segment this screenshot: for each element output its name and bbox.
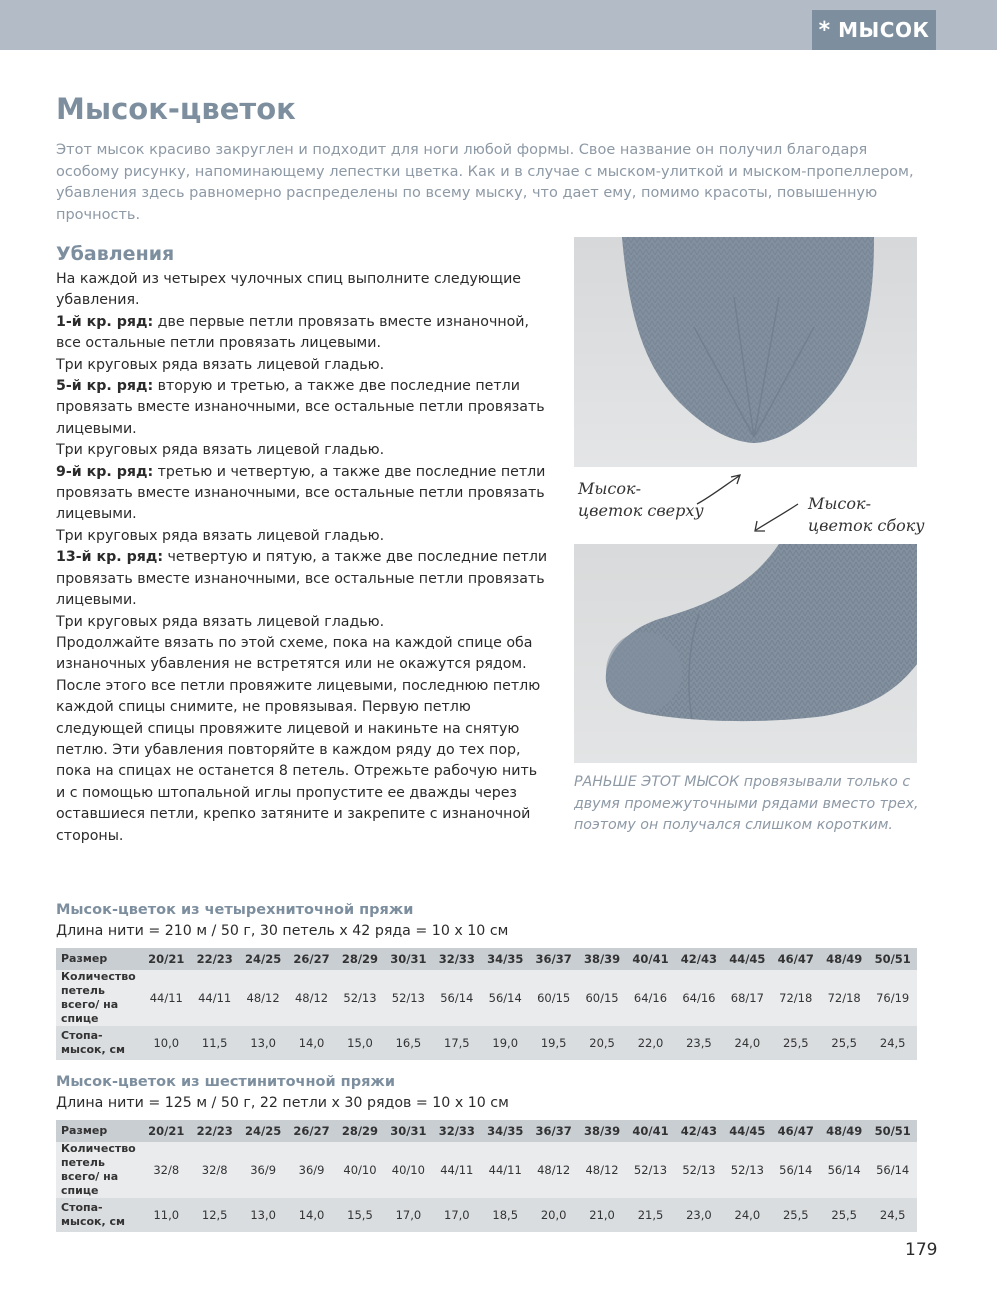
row-header: Размер xyxy=(56,1120,142,1142)
intro-paragraph: Этот мысок красиво закруглен и подходит для ноги любой формы. Свое название он получил благодаря особому рисунку, напоминающему лепестки цветка. Как и в случае с мыском-улиткой и мыском-пропеллером, убавления здесь равномерно распределены по всему мыску, что дает ему, помимо красоты, повышенную прочность. xyxy=(56,142,914,223)
table-cell: 60/15 xyxy=(529,970,577,1026)
row-header: Размер xyxy=(56,948,142,970)
table-cell: 52/13 xyxy=(626,1142,674,1198)
star-icon: * xyxy=(818,18,831,43)
table-cell: 19,5 xyxy=(529,1026,577,1060)
table-cell: 72/18 xyxy=(772,970,820,1026)
instruction-text: Три круговых ряда вязать лицевой гладью. xyxy=(56,527,385,544)
table1-subtitle: Длина нити = 210 м / 50 г, 30 петель х 42 ряда = 10 х 10 см xyxy=(56,923,509,939)
table-cell: 16,5 xyxy=(384,1026,432,1060)
row-header: Количество петель всего/ на спице xyxy=(56,1142,142,1198)
table-cell: 64/16 xyxy=(675,970,723,1026)
table-cell: 52/13 xyxy=(675,1142,723,1198)
table-cell: 15,0 xyxy=(336,1026,384,1060)
table-cell: 25,5 xyxy=(820,1026,868,1060)
table-cell: 25,5 xyxy=(772,1198,820,1232)
table-cell: 22/23 xyxy=(190,1120,238,1142)
table-cell: 23,0 xyxy=(675,1198,723,1232)
table-cell: 34/35 xyxy=(481,1120,529,1142)
table-cell: 76/19 xyxy=(868,970,917,1026)
table-row xyxy=(56,948,917,970)
table-cell: 24,0 xyxy=(723,1198,771,1232)
table-cell: 38/39 xyxy=(578,1120,626,1142)
table-cell: 42/43 xyxy=(675,1120,723,1142)
table-cell: 20/21 xyxy=(142,1120,190,1142)
table-cell: 44/11 xyxy=(433,1142,481,1198)
table-cell: 36/9 xyxy=(239,1142,287,1198)
page-number: 179 xyxy=(905,1240,938,1260)
table-cell: 13,0 xyxy=(239,1026,287,1060)
table-cell: 36/37 xyxy=(529,948,577,970)
table-row xyxy=(56,1198,917,1232)
table-cell: 44/11 xyxy=(481,1142,529,1198)
table-cell: 11,0 xyxy=(142,1198,190,1232)
table-cell: 20/21 xyxy=(142,948,190,970)
instruction-row xyxy=(56,462,550,526)
instruction-row xyxy=(56,312,550,355)
table-cell: 22,0 xyxy=(626,1026,674,1060)
row-text: третью и четвертую, а также две последние петли провязать вместе изнаночными, все остальные петли провязать лицевыми. xyxy=(56,463,546,523)
row-label: 13-й кр. ряд: xyxy=(56,549,164,566)
table-cell: 21,5 xyxy=(626,1198,674,1232)
table-cell: 24/25 xyxy=(239,1120,287,1142)
table-cell: 25,5 xyxy=(772,1026,820,1060)
table-cell: 40/10 xyxy=(384,1142,432,1198)
table-cell: 44/45 xyxy=(723,1120,771,1142)
table-cell: 32/33 xyxy=(433,948,481,970)
table-cell: 11,5 xyxy=(190,1026,238,1060)
table-cell: 52/13 xyxy=(336,970,384,1026)
table-cell: 32/8 xyxy=(142,1142,190,1198)
star-icon: * xyxy=(867,59,880,84)
table-cell: 13,0 xyxy=(239,1198,287,1232)
table-row xyxy=(56,970,917,1026)
instruction-text: Продолжайте вязать по этой схеме, пока на каждой спице оба изнаночных убавления не встретятся или не окажутся рядом. После этого все петли провяжите лицевыми, последнюю петлю каждой спицы снимите, не провязывая. Первую петлю следующей спицы провяжите лицевой и накиньте на снятую петлю. Эти убавления повторяйте в каждом ряду до тех пор, пока на спицах не останется 8 петель. Отрежьте рабочую нить и с помощью штопальной иглы пропустите ее дважды через оставшиеся петли, крепко затяните и закрепите с изнаночной стороны. xyxy=(56,634,541,844)
table-cell: 44/45 xyxy=(723,948,771,970)
table-cell: 19,0 xyxy=(481,1026,529,1060)
table-cell: 17,0 xyxy=(433,1198,481,1232)
table-cell: 40/41 xyxy=(626,1120,674,1142)
table-cell: 32/8 xyxy=(190,1142,238,1198)
table-cell: 48/12 xyxy=(578,1142,626,1198)
table-cell: 56/14 xyxy=(820,1142,868,1198)
table-cell: 24,5 xyxy=(868,1026,917,1060)
table-cell: 48/12 xyxy=(239,970,287,1026)
label-toe-top: Мысок- цветок сверху xyxy=(578,479,704,520)
table-cell: 22/23 xyxy=(190,948,238,970)
instructions xyxy=(56,269,550,847)
table2-subtitle: Длина нити = 125 м / 50 г, 22 петли х 30 рядов = 10 х 10 см xyxy=(56,1095,509,1111)
photo-toe-side xyxy=(574,544,917,763)
table-cell: 56/14 xyxy=(868,1142,917,1198)
table-cell: 40/41 xyxy=(626,948,674,970)
table-cell: 46/47 xyxy=(772,1120,820,1142)
table-cell: 30/31 xyxy=(384,948,432,970)
table-cell: 36/9 xyxy=(287,1142,335,1198)
instruction-row xyxy=(56,547,550,611)
table-cell: 25,5 xyxy=(820,1198,868,1232)
table-cell: 24/25 xyxy=(239,948,287,970)
row-text: две первые петли провязать вместе изнаночной, все остальные петли провязать лицевыми. xyxy=(56,313,530,352)
table-cell: 60/15 xyxy=(578,970,626,1026)
row-label: 1-й кр. ряд: xyxy=(56,313,154,330)
table-cell: 26/27 xyxy=(287,948,335,970)
table-cell: 17,0 xyxy=(384,1198,432,1232)
table-cell: 68/17 xyxy=(723,970,771,1026)
label-toe-side: Мысок- цветок сбоку xyxy=(808,494,925,535)
table-cell: 48/12 xyxy=(529,1142,577,1198)
table-cell: 44/11 xyxy=(190,970,238,1026)
table-cell: 50/51 xyxy=(868,948,917,970)
table-cell: 15,5 xyxy=(336,1198,384,1232)
table1 xyxy=(56,948,917,1060)
table-row xyxy=(56,1026,917,1060)
row-header: Количество петель всего/ на спице xyxy=(56,970,142,1026)
instruction-text: Три круговых ряда вязать лицевой гладью. xyxy=(56,613,385,630)
table2 xyxy=(56,1120,917,1232)
table-cell: 12,5 xyxy=(190,1198,238,1232)
table-row xyxy=(56,1142,917,1198)
table-cell: 52/13 xyxy=(384,970,432,1026)
table-cell: 56/14 xyxy=(481,970,529,1026)
table1-title: Мысок-цветок из четырехниточной пряжи xyxy=(56,902,414,918)
table-cell: 10,0 xyxy=(142,1026,190,1060)
section-heading: Убавления xyxy=(56,243,175,265)
table-cell: 21,0 xyxy=(578,1198,626,1232)
table-cell: 48/12 xyxy=(287,970,335,1026)
row-text: четвертую и пятую, а также две последние петли провязать вместе изнаночными, все остальные петли провязать лицевыми. xyxy=(56,549,548,609)
table-cell: 48/49 xyxy=(820,1120,868,1142)
table-cell: 30/31 xyxy=(384,1120,432,1142)
arrow-down-icon xyxy=(752,500,802,535)
table-cell: 40/10 xyxy=(336,1142,384,1198)
photo-toe-top xyxy=(574,237,917,467)
table-cell: 24,0 xyxy=(723,1026,771,1060)
instruction-text: На каждой из четырех чулочных спиц выполните следующие убавления. xyxy=(56,271,522,309)
table-cell: 14,0 xyxy=(287,1198,335,1232)
page-title: Мысок-цветок xyxy=(56,92,296,126)
table-cell: 18,5 xyxy=(481,1198,529,1232)
row-text: вторую и третью, а также две последние петли провязать вместе изнаночными, все остальные петли провязать лицевыми. xyxy=(56,378,545,437)
row-label: 5-й кр. ряд: xyxy=(56,378,154,395)
chapter-tag-label: МЫСОК xyxy=(838,18,930,42)
table-cell: 42/43 xyxy=(675,948,723,970)
arrow-up-icon xyxy=(695,472,745,507)
table-cell: 28/29 xyxy=(336,1120,384,1142)
table-cell: 32/33 xyxy=(433,1120,481,1142)
table-cell: 20,5 xyxy=(578,1026,626,1060)
table-cell: 14,0 xyxy=(287,1026,335,1060)
chapter-tag xyxy=(812,10,936,84)
table-cell: 36/37 xyxy=(529,1120,577,1142)
table-cell: 26/27 xyxy=(287,1120,335,1142)
table-cell: 72/18 xyxy=(820,970,868,1026)
table-cell: 46/47 xyxy=(772,948,820,970)
row-label: 9-й кр. ряд: xyxy=(56,463,154,480)
table-cell: 28/29 xyxy=(336,948,384,970)
table-cell: 20,0 xyxy=(529,1198,577,1232)
row-header: Стопа-мысок, см xyxy=(56,1198,142,1232)
table-cell: 56/14 xyxy=(433,970,481,1026)
photo-caption: РАНЬШЕ ЭТОТ МЫСОК провязывали только с двумя промежуточными рядами вместо трех, поэтому он получался слишком коротким. xyxy=(574,774,919,834)
table-row xyxy=(56,1120,917,1142)
table-cell: 64/16 xyxy=(626,970,674,1026)
instruction-row xyxy=(56,376,550,440)
table-cell: 50/51 xyxy=(868,1120,917,1142)
table-cell: 38/39 xyxy=(578,948,626,970)
table-cell: 48/49 xyxy=(820,948,868,970)
table-cell: 44/11 xyxy=(142,970,190,1026)
instruction-text: Три круговых ряда вязать лицевой гладью. xyxy=(56,442,385,459)
table-cell: 24,5 xyxy=(868,1198,917,1232)
instruction-text: Три круговых ряда вязать лицевой гладью. xyxy=(56,356,385,373)
row-header: Стопа-мысок, см xyxy=(56,1026,142,1060)
table2-title: Мысок-цветок из шестиниточной пряжи xyxy=(56,1074,395,1090)
table-cell: 17,5 xyxy=(433,1026,481,1060)
table-cell: 52/13 xyxy=(723,1142,771,1198)
table-cell: 56/14 xyxy=(772,1142,820,1198)
table-cell: 23,5 xyxy=(675,1026,723,1060)
table-cell: 34/35 xyxy=(481,948,529,970)
